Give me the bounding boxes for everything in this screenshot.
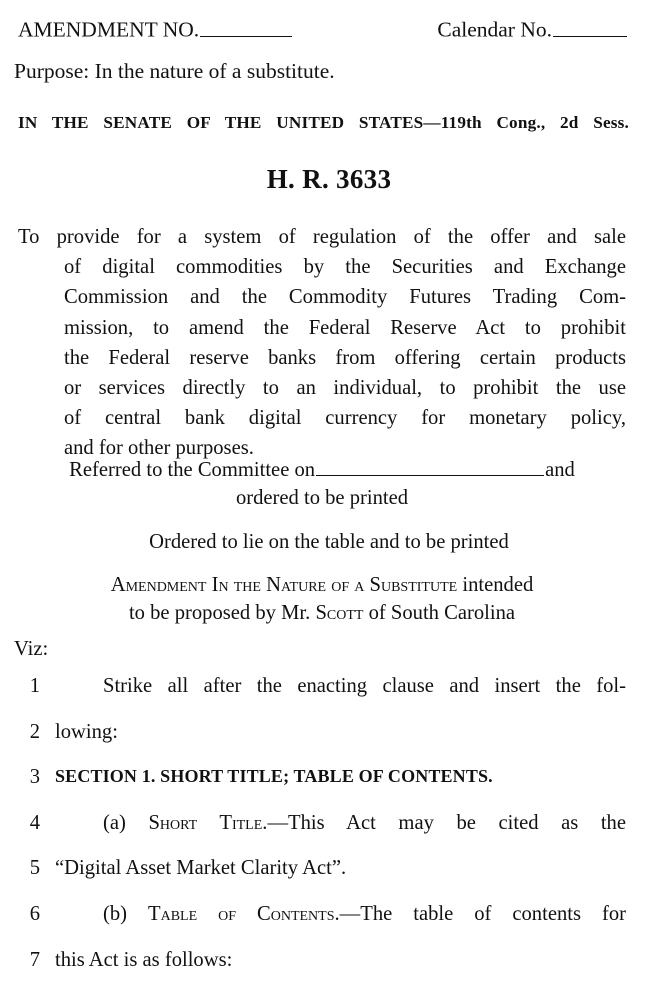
line-number: 3 [29,766,40,789]
subsection-caption: Short Title [148,811,263,834]
body-line [0,722,658,768]
line-text [55,904,626,925]
amendment-substitute-line-1 [18,572,626,600]
calendar-number-label: Calendar No. [437,17,552,42]
body-line [0,813,658,859]
viz-label: Viz: [14,638,49,660]
proposer-state: of South Carolina [368,601,516,624]
subsection-marker: (a) [103,811,149,834]
long-title-line: of central bank digital currency for monetary policy, [64,407,626,430]
amendment-number-label: AMENDMENT NO. [18,17,200,42]
line-number: 4 [29,811,40,834]
referral-prefix: Referred to the Committee on [69,459,316,481]
proposer-prefix: to be proposed by Mr. [128,601,311,624]
referral-line-2: ordered to be printed [235,487,409,509]
amendment-substitute-line-2 [18,600,626,628]
line-number: 2 [29,720,40,743]
long-title-paragraph [18,222,626,464]
body-line [0,950,658,995]
subsection-text: .—This Act may be cited as the [262,811,626,834]
referral-suffix: and [545,459,575,481]
long-title-line: To provide for a system of regulation of the offer and sale [18,226,626,248]
document-header-row [18,18,628,41]
subsection-caption: Table of Contents [148,902,335,925]
body-line [0,904,658,950]
referral-line-1 [18,456,626,484]
line-text: this Act is as follows: [55,948,233,971]
amendment-substitute-tail: intended [462,574,534,596]
long-title-line: and for other purposes. [64,437,254,460]
calendar-number-field [437,18,628,41]
long-title-line: the Federal reserve banks from offering certain products [64,346,626,369]
long-title-line: of digital commodities by the Securities and Exchange [64,256,626,279]
line-text [55,813,626,834]
subsection-text: .—The table of contents for [334,902,626,925]
section-heading: SECTION 1. SHORT TITLE; TABLE OF CONTENTS. [55,766,493,787]
amendment-substitute-block [18,572,626,627]
line-text: lowing: [55,720,118,743]
body-line [0,767,658,813]
long-title-line: Commission and the Commodity Futures Trading Com- [64,286,626,309]
line-number: 6 [29,902,40,925]
body-line [0,858,658,904]
amendment-number-blank [200,18,292,37]
line-number: 1 [29,675,40,697]
senate-session-line: IN THE SENATE OF THE UNITED STATES—119th Cong., 2d Sess. [18,113,629,132]
line-text: “Digital Asset Market Clarity Act”. [55,857,347,880]
committee-name-blank [316,458,544,476]
amendment-number-field [18,18,293,41]
ordered-to-lie-line: Ordered to lie on the table and to be printed [149,531,509,553]
subsection-marker: (b) [103,902,148,925]
long-title-line: or services directly to an individual, to prohibit the use [64,377,626,400]
body-line [0,676,658,722]
line-number: 7 [29,948,40,971]
line-text: Strike all after the enacting clause and insert the fol- [103,675,626,697]
bill-number: H. R. 3633 [266,164,392,194]
referral-block [18,456,626,512]
long-title-line: mission, to amend the Federal Reserve Act to prohibit [64,316,626,339]
line-number: 5 [29,857,40,880]
purpose-line: Purpose: In the nature of a substitute. [14,59,335,83]
calendar-number-blank [553,18,627,37]
amendment-substitute-title: Amendment In the Nature of a Substitute [110,574,458,596]
numbered-body-lines [0,676,658,995]
proposer-name: Scott [315,601,364,624]
